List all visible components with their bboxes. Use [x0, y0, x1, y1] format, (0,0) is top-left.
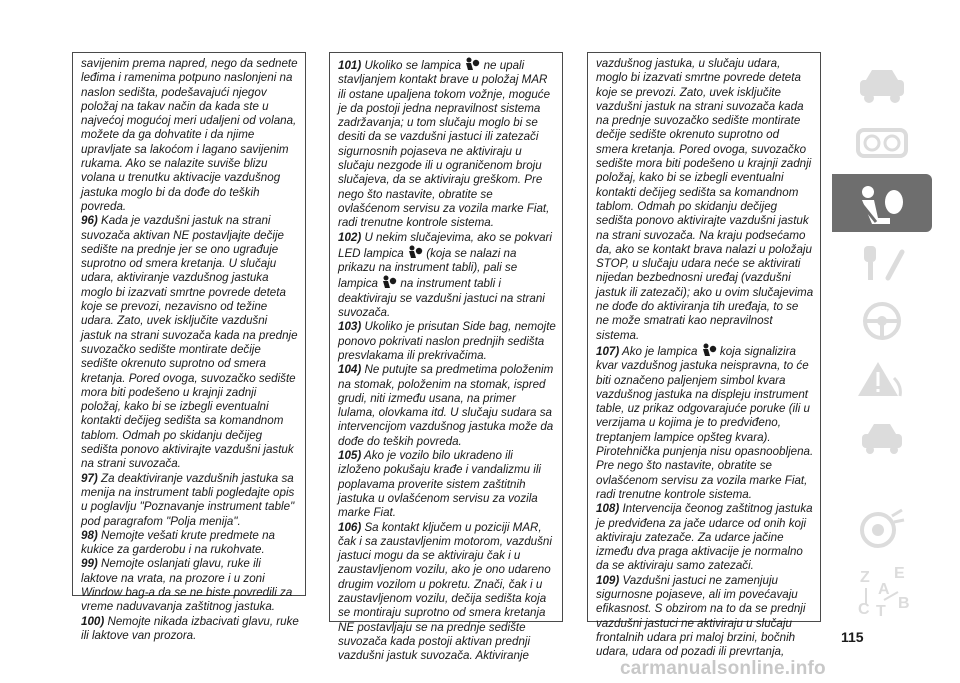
paragraph-text: Ako je lampica — [622, 344, 698, 358]
paragraph — [81, 57, 299, 214]
warning-triangle-icon — [854, 358, 910, 400]
airbag-warning-icon — [701, 343, 717, 358]
paragraph-text: Nemojte oslanjati glavu, ruke ili laktove na vrata, na prozore i u zoni Window bag-a da se ne biste povredili za vreme naduvavanja zaštitnog jastuka. — [81, 557, 293, 614]
paragraph-text: U nekim slučajevima, ako se pokvari LED lampica — [338, 230, 552, 260]
paragraph-text: Vazdušni jastuci ne zamenjuju sigurnosne pojaseve, ali im povećavaju efikasnost. S obzirom na to da se prednji vazdušni jastuci ne aktiviraju u slučaju frontalnih udara pri maloj brzini, bočnih udara, udara od pozadi ili prevrtanja, — [596, 573, 806, 659]
paragraph-text: Kada je vazdušni jastuk na strani suvozača aktivan NE postavljajte dečije sedište na prednje jer se ono ugrađuje suprotno od smera kretanja. U slučaju udara, aktiviranje vazdušnog jastuka moglo bi izazvati smrtne povrede deteta koje se prevozi, nezavisno od težine udara. Zato, uvek isključite vazdušni jastuk na strani suvozača kada na prednje suvozačko sedište montirate dečije sedište okrenuto suprotno od smera kretanja. Pored ovoga, suvozačko sedište mora biti podešeno u krajnji zadnji položaj, kako bi se izbegli eventualni kontakti dečijeg sedišta sa komandnom tablom. Odmah po skidanju dečijeg sedišta ponovo aktivirajte vazdušni jastuk na strani suvozača. — [81, 214, 298, 471]
tab-dashboard[interactable] — [832, 114, 932, 172]
paragraph-text: Ukoliko se lampica — [364, 59, 462, 72]
airbag-warning-icon — [464, 57, 480, 72]
car-info-icon — [854, 64, 910, 106]
note-number: 103) — [338, 320, 362, 334]
tab-key[interactable] — [832, 234, 932, 292]
paragraph — [338, 57, 556, 231]
tab-steering[interactable] — [832, 292, 932, 350]
paragraph — [338, 363, 556, 449]
steering-wheel-icon — [854, 300, 910, 342]
paragraph-text: Sa kontakt ključem u poziciji MAR, čak i sa zaustavljenim motorom, vazdušni jastuci mogu da se aktiviraju čak i u zaustavljenom vozilu, ako je ono udareno drugim vozilom u pokretu. Znači, čak i u zaustavljenom vozilu, dečija sedišta koja se montiraju suprotno od smera kretanja NE postavljaju se na prednje sedište suvozača kada postoji aktivan prednji vazdušni jastuk suvozača. Aktiviranje — [338, 520, 552, 663]
airbag-warning-icon — [407, 245, 423, 260]
paragraph — [338, 449, 556, 520]
paragraph-text: savijenim prema napred, nego da sednete leđima i ramenima potpuno naslonjeni na naslon sedišta, podešavajući njegov položaj na takav način da kada ste u najvećoj mogućoj meri udaljeni od volana, možete da ga dohvatite i da njime upravljate sa lakoćom i lagano savijenim rukama. Ako se nalazite suviše blizu volana u trenutku aktivacije vazdušnog jastuka moglo bi da dođe do teških povreda. — [81, 57, 298, 213]
paragraph — [338, 231, 556, 321]
note-number: 107) — [596, 344, 620, 358]
svg-text:A: A — [878, 581, 890, 598]
note-number: 108) — [596, 502, 620, 516]
tab-tools[interactable] — [832, 498, 932, 556]
paragraph — [81, 529, 299, 558]
car-service-icon — [854, 416, 910, 458]
paragraph — [81, 557, 299, 614]
paragraph-text: Nemojte nikada izbacivati glavu, ruke ili laktove van prozora. — [81, 614, 299, 642]
note-number: 98) — [81, 528, 98, 542]
paragraph — [81, 214, 299, 471]
tab-car-info[interactable] — [832, 56, 932, 114]
paragraph — [338, 320, 556, 363]
dashboard-icon — [854, 122, 910, 164]
note-number: 106) — [338, 520, 362, 534]
paragraph-text: Ne putujte sa predmetima položenim na stomak, položenim na stomak, ispred grudi, niti između usana, na primer lulama, olovkama itd. U slučaju sudara sa intervencijom vazdušnog jastuka može da dođe do teških povreda. — [338, 363, 554, 448]
note-number: 101) — [338, 59, 362, 72]
paragraph — [81, 615, 299, 644]
text-column-3 — [587, 52, 821, 659]
paragraph — [596, 502, 814, 573]
tab-safety[interactable] — [832, 174, 932, 232]
alphabet-index-icon — [854, 564, 918, 620]
airbag-warning-icon — [381, 275, 397, 290]
note-number: 104) — [338, 363, 362, 377]
svg-text:B: B — [898, 595, 910, 612]
note-number: 100) — [81, 614, 105, 628]
tab-index[interactable] — [832, 556, 932, 620]
paragraph-text: na instrument tabli i deaktiviraju se vazdušni jastuci na strani suvozača. — [338, 277, 545, 320]
paragraph-text: koja signalizira kvar vazdušnog jastuka neispravna, to će biti označeno paljenjem simbol kvara vazdušnog jastuka na displeju instrument table, uz prikaz odgovarajuće poruke (ili u verzijama u kojima je to predviđeno, treptanjem lampice opšteg kvara). Pirotehnička punjenja nisu opasnoobljena. Pre nego što nastavite, obratite se ovlašćenom servisu za vozila marke Fiat, radi trenutne kontrole sistema. — [596, 344, 814, 501]
paragraph — [81, 472, 299, 529]
paragraph — [338, 521, 556, 664]
paragraph-text: Nemojte vešati krute predmete na kukice za garderobu i na rukohvate. — [81, 528, 275, 557]
page-number: 115 — [841, 629, 864, 645]
note-number: 102) — [338, 230, 362, 244]
text-column-2 — [329, 52, 563, 663]
tab-service[interactable] — [832, 408, 932, 466]
svg-text:E: E — [894, 565, 905, 582]
car-tools-icon — [854, 506, 910, 554]
svg-text:C: C — [858, 601, 870, 618]
paragraph-text: ne upali stavljanjem kontakt brave u položaj MAR ili ostane upaljena tokom vožnje, moguće je da postoji jedna nepravilnost sistema zadržavanja; u tom slučaju moglo bi se desiti da se vazdušni jastuci ili zatezači sigurnosnih pojaseva ne aktiviraju u slučaju nezgode ili u ograničenom broju slučajeva, da se aktiviraju greškom. Pre nego što nastavite, obratite se ovlašćenom servisu za vozila marke Fiat, radi trenutne kontrole sistema. — [338, 59, 551, 230]
tab-warning[interactable] — [832, 350, 932, 408]
paragraph-text: (koja se nalazi na prikazu na instrument tabli), pali se lampica — [338, 246, 518, 291]
note-number: 105) — [338, 449, 362, 463]
note-number: 96) — [81, 214, 98, 228]
paragraph-text: Ukoliko je prisutan Side bag, nemojte ponovo pokrivati naslon prednjih sedišta presvlakama ili prekrivačima. — [338, 320, 556, 362]
paragraph — [596, 574, 814, 660]
paragraph-text: Ako je vozilo bilo ukradeno ili izloženo pokušaju krađe i vandalizmu ili poplavama proverite sistem zaštitnih jastuka u ovlašćenom servisu za vozila marke Fiat. — [338, 449, 541, 520]
paragraph-text: Za deaktiviranje vazdušnih jastuka sa menija na instrument tabli pogledajte opis u poglavlju "Poznavanje instrument table" pod paragrafom "Polja menija". — [81, 471, 295, 528]
note-number: 99) — [81, 557, 98, 571]
paragraph — [596, 57, 814, 343]
svg-text:Z: Z — [860, 569, 870, 586]
text-column-1 — [72, 52, 306, 642]
svg-text:T: T — [876, 603, 886, 620]
paragraph-text: Intervencija čeonog zaštitnog jastuka je predviđena za jače udarce od onih koji aktiviraju zatezače. Za udarce jačine između dva praga aktivacije je normalno da se aktiviraju samo zatezači. — [596, 502, 813, 573]
paragraph-text: vazdušnog jastuka, u slučaju udara, moglo bi izazvati smrtne povrede deteta koje se prevozi. Zato, uvek isključite vazdušni jastuk na strani suvozača kada na prednje suvozačko sedište montirate dečije sedište okrenuto suprotno od smera kretanja. Pored ovoga, suvozačko sedište mora biti podešeno u krajnji zadnji položaj, kako bi se izbegli eventualni kontakti dečijeg sedišta sa komandnom tablom. Odmah po skidanju dečijeg sedišta ponovo aktivirajte vazdušni jastuk na strani suvozača. Na kraju podsećamo da, ako se kontakt brava nalazi u položaju STOP, u slučaju udara neće se aktivirati nijedan bezbednosni uređaj (vazdušni jastuk ili zatezači); ako u ovim slučajevima ne dođe do aktiviranja tih uređaja, to se ne može smatrati kao nepravilnost sistema. — [596, 57, 814, 342]
note-number: 97) — [81, 471, 98, 485]
airbag-seat-icon — [854, 182, 910, 230]
watermark: carmanualsonline.info — [620, 658, 826, 679]
key-icon — [854, 242, 910, 284]
note-number: 109) — [596, 573, 620, 587]
paragraph — [596, 343, 814, 502]
